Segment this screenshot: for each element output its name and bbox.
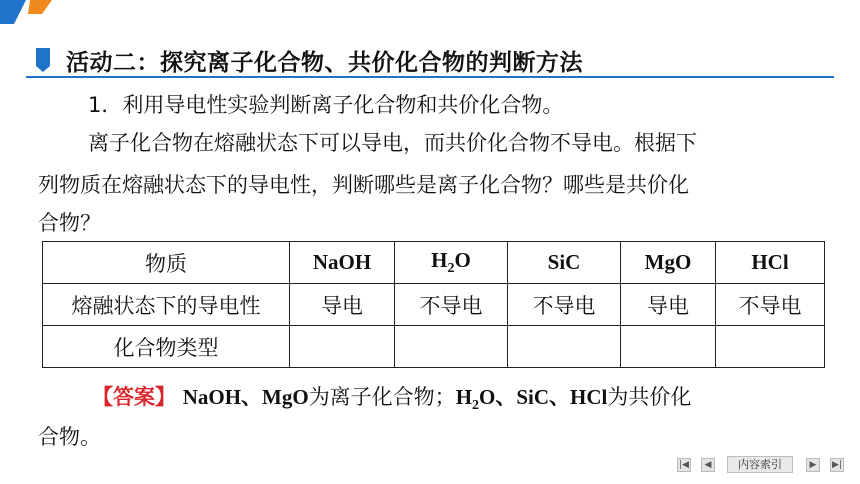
last-page-button[interactable]: ▶| [830,458,844,472]
table-cell: 不导电 [508,284,621,326]
substance-sic: SiC [508,242,621,284]
substance-water: $H_2O$ [395,242,508,284]
substance-hcl: HCl [716,242,825,284]
table-cell: 不导电 [716,284,825,326]
answer-line-1: 【答案】 NaOH、MgO为离子化合物；$H_2O$、SiC、HCl为共价化 [92,385,692,414]
substance-naoh: NaOH [290,242,395,284]
table-row-label: 熔融状态下的导电性 [43,284,290,326]
table-cell [716,326,825,368]
table-cell [395,326,508,368]
paragraph-line-3: 合物？ [38,211,101,235]
prev-page-button[interactable]: ◀ [701,458,715,472]
table-row [43,284,825,326]
table-row [43,242,825,284]
paragraph-line-2: 列物质在熔融状态下的导电性，判断哪些是离子化合物？哪些是共价化 [38,173,689,197]
section-title: 活动二：探究离子化合物、共价化合物的判断方法 [66,50,583,76]
section-marker-icon [36,48,50,72]
table-row [43,326,825,368]
title-underline [26,76,834,78]
answer-tag: 【答案】 [92,385,176,409]
table-cell [290,326,395,368]
conductivity-table [42,241,825,368]
table-cell [621,326,716,368]
content-index-button[interactable]: 内容索引 [727,456,793,473]
table-row-label: 化合物类型 [43,326,290,368]
paragraph-line-1: 离子化合物在熔融状态下可以导电，而共价化合物不导电。根据下 [88,131,697,155]
item-1-text: 1．利用导电性实验判断离子化合物和共价化合物。 [88,93,564,117]
next-page-button[interactable]: ▶ [806,458,820,472]
table-cell: 导电 [621,284,716,326]
table-cell [508,326,621,368]
table-cell: 不导电 [395,284,508,326]
first-page-button[interactable]: |◀ [677,458,691,472]
substance-mgo: MgO [621,242,716,284]
table-cell: 导电 [290,284,395,326]
table-header-cell: 物质 [43,242,290,284]
answer-line-2: 合物。 [38,425,101,449]
corner-decoration [0,0,60,24]
